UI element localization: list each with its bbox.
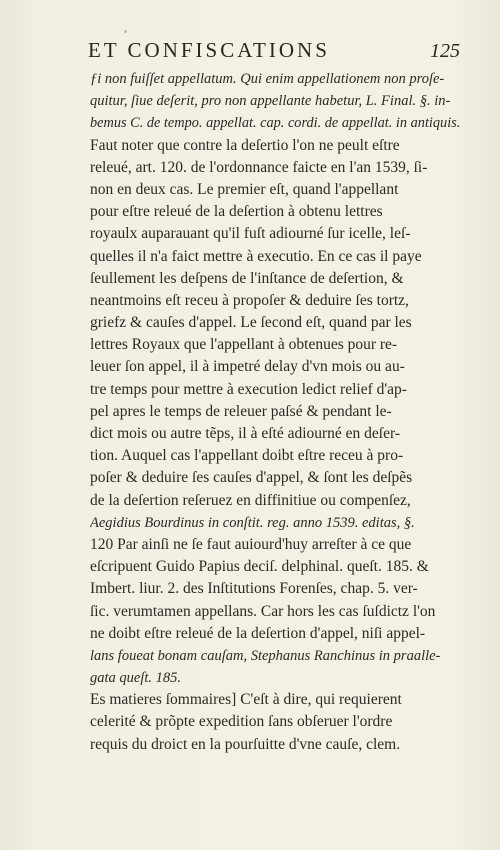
text-line: ſeullement les deſpens de l'inſtance de deſertion, & — [90, 269, 404, 287]
text-line: neantmoins eſt receu à propoſer & deduire ſes tortz, — [90, 291, 409, 309]
text-line: quelles il n'a faict mettre à executio. En ce cas il paye — [90, 247, 422, 265]
text-line: griefz & cauſes d'appel. Le ſecond eſt, quand par les — [90, 314, 412, 332]
text-line: dict mois ou autre tẽps, il à eſté adiourné en deſer- — [90, 425, 401, 442]
text-line: Faut noter que contre la deſertio l'on ne peult eſtre — [90, 136, 400, 154]
text-line: eſcripuent Guido Papius deciſ. delphinal. queſt. 185. & — [90, 558, 429, 576]
text-line: Aegidius Bourdinus in conſtit. reg. anno 1539. editas, §. — [90, 514, 415, 531]
text-line: ne doibt eſtre releué de la deſertion d'appel, niſi appel- — [90, 624, 426, 642]
page-header — [88, 38, 460, 66]
text-line: pour eſtre releué de la deſertion à obtenu lettres — [90, 203, 383, 221]
text-line: gata queſt. 185. — [90, 670, 182, 687]
text-line: lettres Royaux que l'appellant à obtenues pour re- — [90, 336, 398, 354]
text-line: lans foueat bonam cauſam, Stephanus Ranchinus in praalle- — [90, 647, 441, 664]
text-line: releué, art. 120. de l'ordonnance faicte en l'an 1539, ſi- — [90, 158, 428, 176]
text-line: requis du droict en la pourſuitte d'vne cauſe, clem. — [90, 735, 401, 753]
text-line: bemus C. de tempo. appellat. cap. cordi. de appellat. in antiquis. — [90, 115, 461, 132]
text-line: ƒi non fuiſſet appellatum. Qui enim appellationem non proſe- — [90, 71, 445, 87]
text-line: poſer & deduire ſes cauſes d'appel, & ſont les deſpẽs — [90, 469, 413, 487]
text-line: tre temps pour mettre à execution ledict relief d'ap- — [90, 380, 407, 398]
body-text — [90, 68, 460, 756]
text-line: royaulx auparauant qu'il fuſt adiourné ſur icelle, leſ- — [90, 225, 411, 243]
text-line: Imbert. liur. 2. des Inſtitutions Forenſes, chap. 5. ver- — [90, 580, 418, 598]
text-line: ſic. verumtamen appellans. Car hors les cas ſuſdictz l'on — [90, 602, 436, 620]
text-line: leuer ſon appel, il à impetré delay d'vn mois ou au- — [90, 358, 405, 376]
page-number: 125 — [430, 40, 460, 62]
text-line: non en deux cas. Le premier eſt, quand l'appellant — [90, 180, 399, 198]
text-line: tion. Auquel cas l'appellant doibt eſtre receu à pro- — [90, 447, 404, 465]
text-line: Es matieres ſommaires] C'eſt à dire, qui requierent — [90, 691, 402, 709]
running-head: ET CONFISCATIONS — [88, 38, 330, 62]
text-line: pel apres le temps de releuer paſsé & pendant le- — [90, 402, 392, 420]
text-line: quitur, ſiue deſerit, pro non appellante habetur, L. Final. §. in- — [90, 93, 451, 110]
text-line: de la deſertion reſeruez en diffinitiue ou compenſez, — [90, 491, 411, 509]
ink-speck — [124, 30, 127, 33]
text-line: celerité & prõpte expedition ſans obſeruer l'ordre — [90, 713, 393, 731]
text-line: 120 Par ainſi ne ſe faut auiourd'huy arreſter à ce que — [90, 535, 412, 553]
